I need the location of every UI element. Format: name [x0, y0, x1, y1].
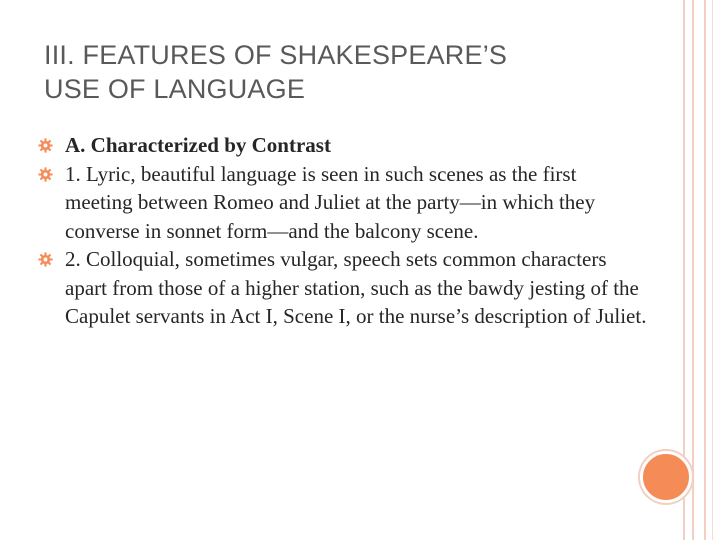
sun-gear-icon: [38, 138, 53, 153]
bullet-text: A. Characterized by Contrast: [65, 133, 331, 157]
bullet-item: [38, 160, 648, 246]
decorative-orb: [640, 451, 692, 503]
decorative-rail: [712, 0, 713, 540]
sun-gear-icon: [38, 252, 53, 267]
slide-title-line-1: III. FEATURES OF SHAKESPEARE’S: [44, 40, 508, 70]
sun-gear-icon: [38, 167, 53, 182]
bullet-item: [38, 245, 648, 331]
decorative-rail: [704, 0, 706, 540]
bullet-item: [38, 131, 648, 160]
slide-title-line-2: USE OF LANGUAGE: [44, 74, 306, 104]
slide-title: [44, 38, 644, 106]
bullet-text: 1. Lyric, beautiful language is seen in such scenes as the first meeting between Romeo and Juliet at the party—in which they converse in sonnet form—and the balcony scene.: [65, 161, 596, 243]
decorative-rail: [692, 0, 694, 540]
bullet-list: [38, 131, 648, 331]
bullet-text: 2. Colloquial, sometimes vulgar, speech sets common characters apart from those of a higher station, such as the bawdy jesting of the Capulet servants in Act I, Scene I, or the nurse’s description of Juliet.: [65, 247, 647, 328]
